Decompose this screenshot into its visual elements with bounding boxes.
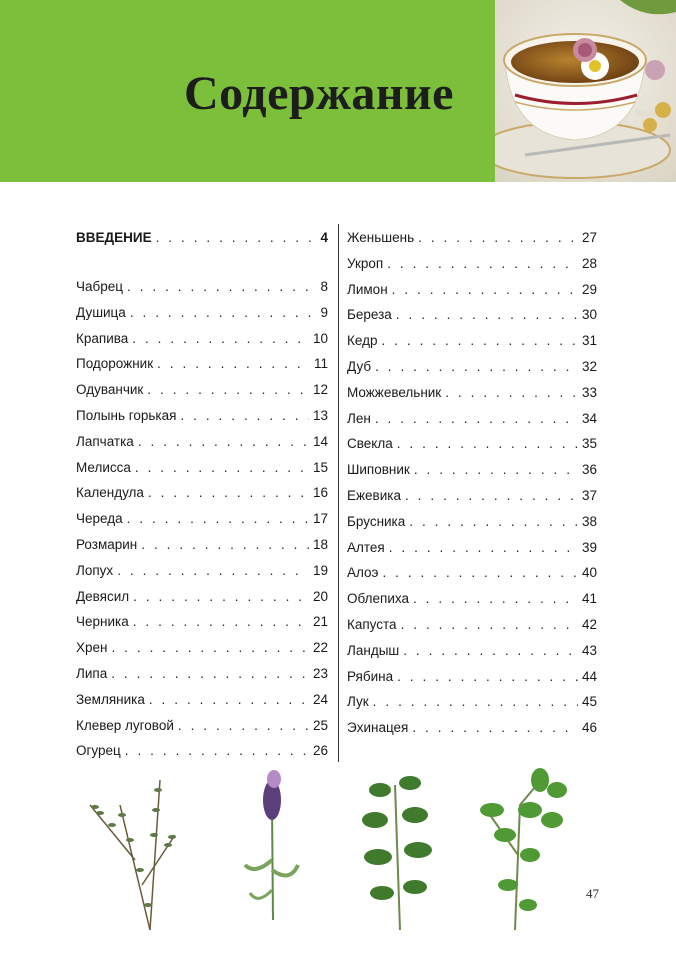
toc-entry	[76, 279, 328, 297]
oregano-sprig-icon	[362, 776, 432, 930]
toc-entry-page: 36	[581, 462, 597, 478]
toc-entry	[76, 692, 328, 710]
toc-entry	[347, 540, 597, 558]
toc-entry-label: Розмарин	[76, 537, 138, 552]
toc-entry	[76, 434, 328, 452]
toc-entry-page: 37	[581, 488, 597, 503]
toc-entry-page: 20	[312, 588, 328, 604]
toc-leader-dots	[156, 230, 317, 245]
toc-leader-dots	[138, 434, 309, 449]
toc-leader-dots	[135, 460, 309, 475]
toc-leader-dots	[180, 408, 309, 423]
toc-entry-page: 8	[320, 279, 328, 294]
toc-leader-dots	[373, 694, 578, 709]
toc-entry-label: Полынь горькая	[76, 408, 177, 423]
toc-entry-page: 11	[313, 356, 328, 372]
toc-entry	[76, 356, 328, 374]
toc-entry-page: 35	[581, 436, 597, 452]
toc-leader-dots	[382, 565, 578, 580]
toc-entry-label: Свекла	[347, 436, 393, 452]
toc-entry	[347, 669, 597, 687]
toc-entry-label: Хрен	[76, 640, 108, 656]
toc-entry-page: 41	[581, 591, 597, 607]
toc-leader-dots	[401, 617, 578, 632]
toc-leader-dots	[133, 589, 309, 604]
toc-entry-page: 25	[312, 717, 328, 733]
toc-entry-page: 40	[581, 565, 597, 581]
toc-entry-page: 39	[581, 539, 597, 555]
toc-entry	[347, 307, 597, 325]
toc-entry-label: Чабрец	[76, 279, 123, 294]
toc-entry-label: Алоэ	[347, 565, 379, 581]
toc-entry-label: Кедр	[347, 333, 378, 349]
toc-leader-dots	[412, 720, 578, 735]
toc-entry-page: 29	[581, 281, 597, 297]
toc-leader-dots	[405, 488, 578, 503]
toc-entry	[347, 256, 597, 274]
toc-entry-page: 13	[312, 408, 328, 423]
toc-leader-dots	[396, 307, 578, 322]
toc-entry-label: Подорожник	[76, 356, 154, 372]
page-number: 47	[586, 886, 599, 901]
toc-entry	[76, 511, 328, 529]
toc-leader-dots	[149, 692, 309, 707]
marjoram-sprig-icon	[480, 768, 567, 930]
toc-entry-page: 17	[312, 511, 328, 527]
toc-entry	[347, 617, 597, 635]
toc-leader-dots	[125, 743, 309, 758]
toc-entry-label: Шиповник	[347, 462, 410, 478]
toc-entry	[76, 666, 328, 684]
page-title: Содержание	[184, 67, 454, 120]
toc-entry	[347, 385, 597, 403]
toc-entry	[76, 743, 328, 761]
toc-entry	[76, 382, 328, 400]
toc-entry	[76, 614, 328, 632]
toc-entry-page: 24	[312, 691, 328, 707]
toc-entry-label: Одуванчик	[76, 382, 144, 398]
toc-entry	[347, 514, 597, 532]
toc-leader-dots	[413, 591, 578, 606]
toc-leader-dots	[178, 718, 309, 733]
toc-entry-page: 45	[581, 694, 597, 710]
herb-illustrations	[60, 765, 620, 940]
toc-leader-dots	[133, 614, 309, 629]
toc-entry-page: 9	[320, 304, 328, 320]
toc-entry-page: 43	[581, 642, 597, 658]
toc-entry-label: Девясил	[76, 588, 130, 604]
toc-leader-dots	[414, 462, 578, 477]
lavender-sprig-icon	[245, 770, 298, 920]
toc-leader-dots	[418, 230, 578, 245]
toc-entry	[347, 694, 597, 712]
toc-entry	[76, 460, 328, 478]
toc-leader-dots	[130, 305, 317, 320]
toc-entry-page: 14	[312, 433, 328, 449]
toc-entry-page: 23	[312, 666, 328, 681]
toc-leader-dots	[403, 643, 578, 658]
toc-entry	[76, 537, 328, 555]
toc-entry-page: 4	[320, 230, 328, 245]
toc-entry-page: 21	[312, 614, 328, 630]
toc-entry	[76, 485, 328, 503]
toc-entry-label: Крапива	[76, 330, 129, 346]
toc-entry-label: ВВЕДЕНИЕ	[76, 230, 152, 245]
toc-entry-page: 46	[581, 720, 597, 736]
toc-leader-dots	[397, 669, 578, 684]
toc-entry-label: Алтея	[347, 539, 385, 555]
toc-leader-dots	[445, 385, 578, 400]
header	[0, 0, 676, 182]
toc-entry-intro	[76, 230, 328, 248]
toc-leader-dots	[387, 256, 578, 271]
toc-entry	[347, 411, 597, 429]
toc-entry-label: Можжевельник	[347, 384, 442, 400]
toc-leader-dots	[132, 331, 309, 346]
toc-entry-page: 26	[312, 743, 328, 759]
column-divider	[338, 224, 339, 762]
toc-leader-dots	[111, 640, 308, 655]
toc-entry-page: 31	[581, 333, 597, 349]
toc-entry	[347, 462, 597, 480]
toc-entry	[347, 230, 597, 248]
toc-entry-page: 38	[581, 513, 597, 529]
toc-entry-label: Мелисса	[76, 459, 131, 475]
toc-entry	[347, 643, 597, 661]
toc-entry	[347, 720, 597, 738]
toc-entry-page: 42	[581, 617, 597, 632]
toc-entry	[76, 305, 328, 323]
toc-entry-label: Земляника	[76, 691, 145, 707]
toc-entry-page: 33	[581, 384, 597, 400]
toc-entry-page: 12	[312, 382, 328, 398]
toc-entry	[76, 640, 328, 658]
toc-entry-label: Эхинацея	[347, 720, 409, 736]
toc-entry-page: 19	[312, 562, 328, 578]
toc-entry	[347, 591, 597, 609]
toc-entry	[347, 436, 597, 454]
toc-entry-label: Ежевика	[347, 488, 401, 503]
toc-entry-page: 16	[312, 485, 328, 501]
toc-leader-dots	[392, 282, 578, 297]
toc-entry-label: Облепиха	[347, 591, 409, 607]
toc-entry	[76, 718, 328, 736]
toc-entry-label: Огурец	[76, 743, 121, 759]
toc-entry-page: 32	[581, 359, 597, 374]
toc-entry-label: Лимон	[347, 281, 388, 297]
toc-entry	[76, 589, 328, 607]
toc-leader-dots	[375, 359, 578, 374]
toc-entry-label: Календула	[76, 485, 144, 501]
toc-leader-dots	[375, 411, 578, 426]
toc-entry-page: 34	[581, 410, 597, 426]
toc-entry-label: Береза	[347, 307, 392, 323]
toc-entry-label: Черника	[76, 614, 129, 630]
toc-right-column	[347, 222, 597, 762]
thyme-sprig-icon	[90, 780, 176, 930]
toc-entry-label: Укроп	[347, 255, 384, 271]
toc-entry-page: 10	[312, 330, 328, 346]
toc-entry-label: Череда	[76, 511, 123, 527]
toc-entry-label: Брусника	[347, 513, 406, 529]
toc-entry-label: Рябина	[347, 668, 394, 684]
toc-entry-label: Клевер луговой	[76, 717, 174, 733]
toc-leader-dots	[409, 514, 578, 529]
toc-leader-dots	[381, 333, 578, 348]
toc-entry-label: Капуста	[347, 617, 397, 632]
toc-entry	[76, 563, 328, 581]
toc-entry-label: Лапчатка	[76, 433, 134, 449]
toc-entry-page: 18	[312, 537, 328, 552]
toc-entry-page: 28	[581, 255, 597, 271]
toc-leader-dots	[117, 563, 309, 578]
toc-entry-label: Липа	[76, 666, 108, 681]
toc-leader-dots	[147, 382, 309, 397]
toc-leader-dots	[389, 540, 578, 555]
toc-entry-label: Лук	[347, 694, 369, 710]
toc-entry-label: Душица	[76, 304, 126, 320]
toc-entry-page: 44	[581, 668, 597, 684]
toc-entry-page: 27	[581, 230, 597, 245]
toc-leader-dots	[127, 279, 316, 294]
toc-leader-dots	[141, 537, 309, 552]
toc-entry	[76, 408, 328, 426]
toc-leader-dots	[148, 485, 309, 500]
toc-entry-label: Ландыш	[347, 642, 400, 658]
tea-cup-photo	[495, 0, 676, 182]
toc-leader-dots	[157, 356, 310, 371]
toc-entry	[76, 331, 328, 349]
toc-left-column	[76, 222, 328, 762]
toc-leader-dots	[397, 436, 578, 451]
toc-entry	[347, 488, 597, 506]
toc-leader-dots	[127, 511, 309, 526]
toc-entry	[347, 565, 597, 583]
toc-leader-dots	[111, 666, 309, 681]
toc-entry-page: 22	[312, 640, 328, 656]
toc-entry-page: 15	[312, 459, 328, 475]
toc-entry-page: 30	[581, 307, 597, 323]
toc-entry	[347, 359, 597, 377]
toc-entry-label: Лен	[347, 410, 371, 426]
toc-entry-label: Дуб	[347, 359, 372, 374]
toc-entry	[347, 282, 597, 300]
toc-entry	[347, 333, 597, 351]
toc-entry-label: Женьшень	[347, 230, 415, 245]
toc-entry-label: Лопух	[76, 562, 114, 578]
